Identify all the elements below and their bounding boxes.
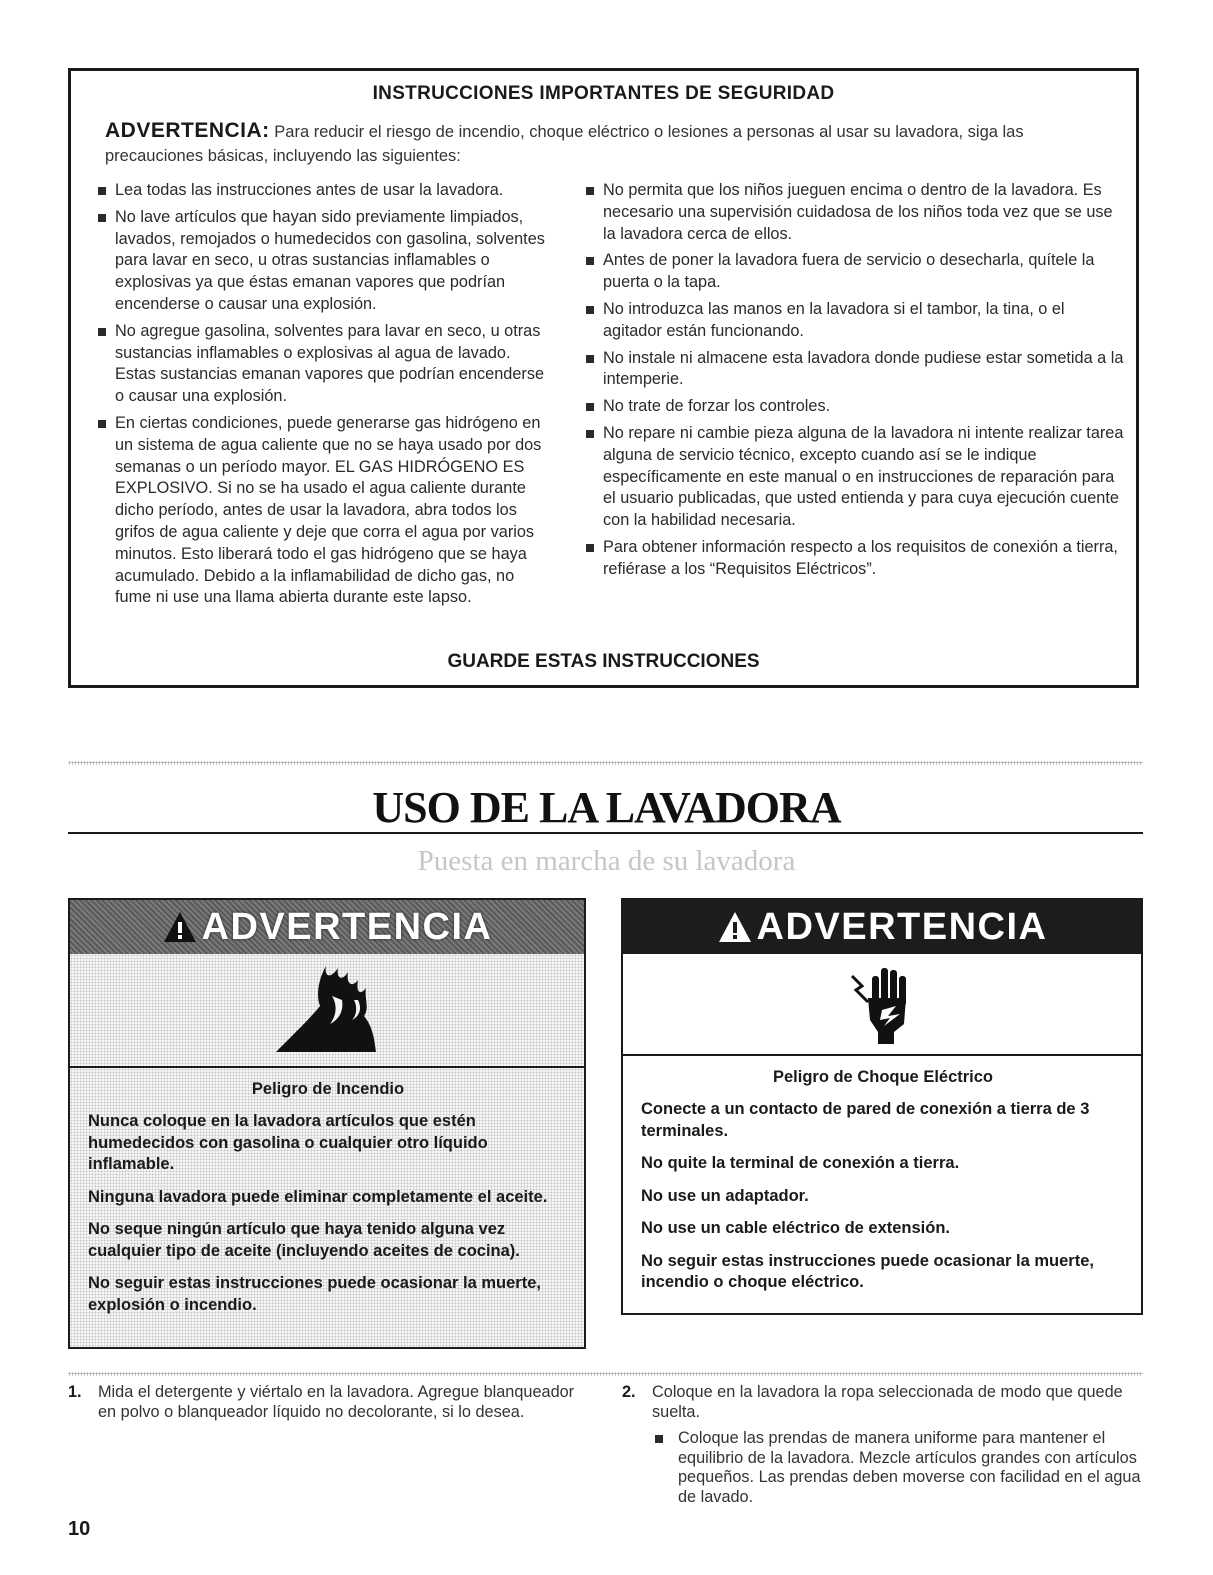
list-item: No lave artículos que hayan sido previamente limpiados, lavados, remojados o humedecidos con gasolina, solventes para lavar en seco, u otras sustancias inflamables o explosivas ya que éstas emanan vapores que podrían encenderse o causar una explosión.	[97, 207, 547, 316]
section-subtitle: Puesta en marcha de su lavadora	[417, 845, 796, 877]
step-number: 1.	[68, 1383, 82, 1401]
safety-list-right	[585, 180, 1125, 586]
section-title: USO DE LA LAVADORA	[372, 783, 841, 832]
list-item: Antes de poner la lavadora fuera de servicio o desecharla, quítele la puerta o la tapa.	[585, 250, 1125, 294]
fire-warning-text	[88, 1080, 568, 1327]
warning-label: ADVERTENCIA:	[105, 119, 270, 142]
warning-header: ADVERTENCIA	[70, 900, 584, 954]
bullet-icon	[586, 403, 594, 411]
dotted-divider	[68, 761, 1143, 765]
bullet-icon	[98, 328, 106, 336]
list-item: No trate de forzar los controles.	[585, 396, 1125, 418]
safety-instructions-box	[68, 68, 1139, 688]
bullet-icon	[586, 187, 594, 195]
hazard-line: No use un adaptador.	[641, 1186, 809, 1205]
hazard-line: No seguir estas instrucciones puede ocasionar la muerte, explosión o incendio.	[88, 1274, 541, 1314]
warning-header: ADVERTENCIA	[623, 900, 1141, 954]
bullet-icon	[98, 187, 106, 195]
step-2	[622, 1383, 1147, 1507]
bullet-icon	[586, 430, 594, 438]
bullet-icon	[98, 420, 106, 428]
save-instructions-heading: GUARDE ESTAS INSTRUCCIONES	[447, 651, 760, 672]
bullet-icon	[586, 257, 594, 265]
safety-warning-intro	[105, 119, 1115, 168]
hazard-line: No use un cable eléctrico de extensión.	[641, 1219, 951, 1237]
safety-list-left	[97, 180, 547, 614]
bullet-icon	[655, 1435, 663, 1443]
hazard-line: No seguir estas instrucciones puede ocasionar la muerte, incendio o choque eléctrico.	[641, 1251, 1094, 1291]
fire-hazard-icon	[272, 966, 382, 1054]
bullet-icon	[98, 214, 106, 222]
safety-title: INSTRUCCIONES IMPORTANTES DE SEGURIDAD	[372, 83, 835, 104]
step-text: Mida el detergente y viértalo en la lavadora. Agregue blanqueador en polvo o blanqueador líquido no decolorante, si lo desea.	[98, 1383, 575, 1421]
title-rule	[68, 832, 1143, 834]
list-item: No permita que los niños jueguen encima o dentro de la lavadora. Es necesario una supervisión cuidadosa de los niños toda vez que se use la lavadora cerca de ellos.	[585, 180, 1125, 245]
hazard-line: Ninguna lavadora puede eliminar completamente el aceite.	[88, 1187, 548, 1206]
bullet-icon	[586, 544, 594, 552]
hazard-title: Peligro de Incendio	[251, 1080, 405, 1098]
list-item: No agregue gasolina, solventes para lavar en seco, u otras sustancias inflamables o explosivas al agua de lavado. Estas sustancias emanan vapores que podrían encenderse o causar una explosión.	[97, 321, 547, 408]
step-1	[68, 1383, 588, 1422]
page-number: 10	[68, 1518, 91, 1540]
step-number: 2.	[622, 1383, 636, 1401]
list-item: No repare ni cambie pieza alguna de la lavadora ni intente realizar tarea alguna de servicio técnico, excepto cuando así se le indique específicamente en este manual o en instrucciones de reparación para el usuario publicadas, que usted entienda y para cuya ejecución cuente con la habilidad necesaria.	[585, 423, 1125, 532]
hazard-line: No quite la terminal de conexión a tierra.	[641, 1154, 960, 1172]
shock-warning-box	[621, 898, 1143, 1315]
list-item: Lea todas las instrucciones antes de usar la lavadora.	[97, 180, 547, 202]
hazard-title: Peligro de Choque Eléctrico	[772, 1068, 994, 1086]
shock-warning-text	[641, 1068, 1125, 1305]
list-item: No introduzca las manos en la lavadora si el tambor, la tina, o el agitador están funcionando.	[585, 299, 1125, 343]
step-sub-item: Coloque las prendas de manera uniforme para mantener el equilibrio de la lavadora. Mezcle artículos grandes con artículos pequeños. Las prendas deben moverse con facilidad en el agua de lavado.	[622, 1429, 1147, 1507]
list-item: En ciertas condiciones, puede generarse gas hidrógeno en un sistema de agua caliente que no se haya usado por dos semanas o un período mayor. EL GAS HIDRÓGENO ES EXPLOSIVO. Si no se ha usado el agua caliente durante dicho período, antes de usar la lavadora, abra todos los grifos de agua caliente y deje que corra el agua por varios minutos. Esto liberará todo el gas hidrógeno que se haya acumulado. Debido a la inflamabilidad de dicho gas, no fume ni use una llama abierta durante este lapso.	[97, 413, 547, 609]
warning-triangle-icon	[717, 910, 753, 944]
bullet-icon	[586, 355, 594, 363]
warning-text: Para reducir el riesgo de incendio, choque eléctrico o lesiones a personas al usar su lavadora, siga las precauciones básicas, incluyendo las siguientes:	[105, 123, 1024, 165]
warning-triangle-icon	[162, 910, 198, 944]
fire-warning-box	[68, 898, 586, 1349]
bullet-icon	[586, 306, 594, 314]
hazard-line: Nunca coloque en la lavadora artículos que estén humedecidos con gasolina o cualquier otro líquido inflamable.	[88, 1112, 488, 1173]
step-text: Coloque en la lavadora la ropa seleccionada de modo que quede suelta.	[652, 1383, 1123, 1421]
fire-image-area	[70, 954, 584, 1068]
shock-image-area	[623, 954, 1141, 1056]
dotted-divider	[68, 1372, 1143, 1376]
electric-shock-icon	[846, 962, 918, 1046]
list-item: Para obtener información respecto a los requisitos de conexión a tierra, refiérase a los “Requisitos Eléctricos”.	[585, 537, 1125, 581]
hazard-line: Conecte a un contacto de pared de conexión a tierra de 3 terminales.	[641, 1100, 1090, 1140]
hazard-line: No seque ningún artículo que haya tenido alguna vez cualquier tipo de aceite (incluyendo aceites de cocina).	[88, 1220, 520, 1260]
list-item: No instale ni almacene esta lavadora donde pudiese estar sometida a la intemperie.	[585, 348, 1125, 392]
